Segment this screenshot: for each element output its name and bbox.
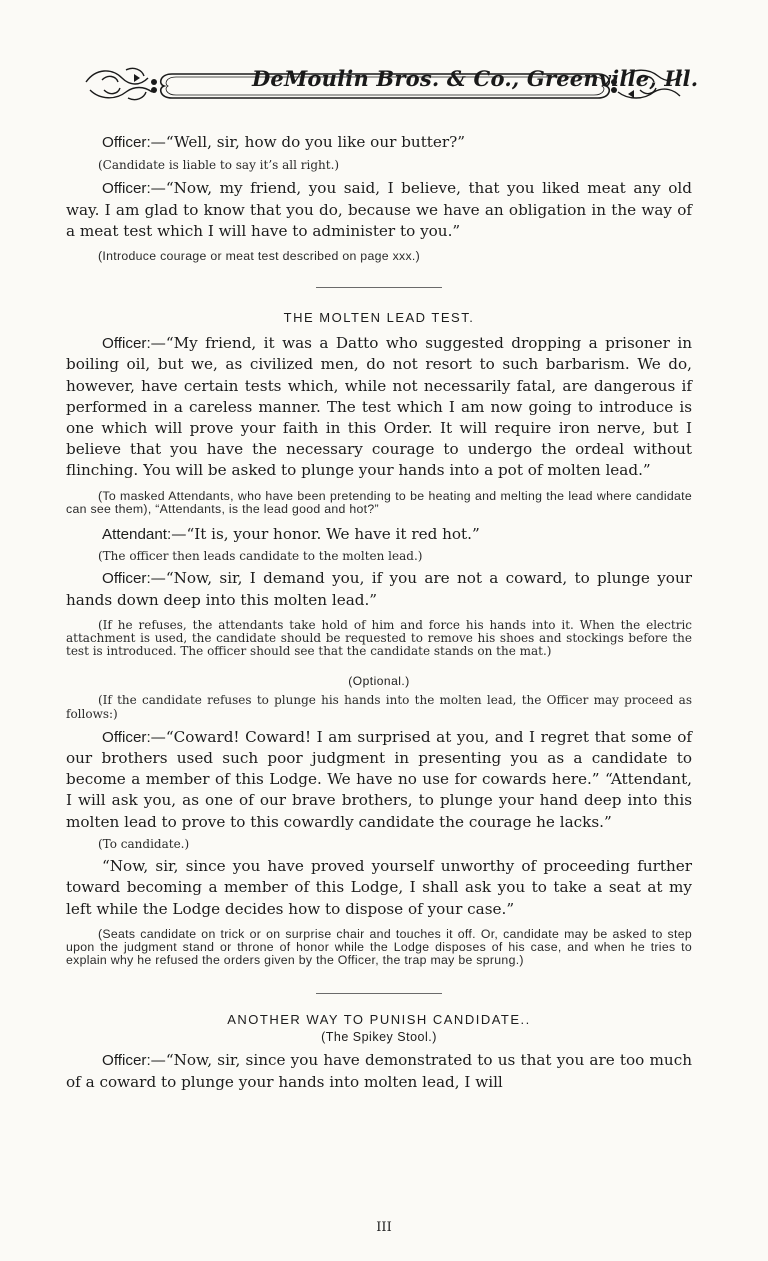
section-divider [316, 287, 442, 288]
dialogue-meat [66, 178, 692, 242]
dialogue-unworthy: “Now, sir, since you have proved yourself unworthy of proceeding further toward becoming a member of this Lodge, I shall ask you to take a seat at my left while the Lodge decides how to dispose of your case.” [66, 857, 692, 918]
speaker-label: Officer: [102, 570, 151, 588]
dialogue-text: —“Coward! Coward! I am surprised at you, and I regret that some of our brothers used such poor judgment in presenting you as a candidate to become a member of this Lodge. We have no use for cowards here.” “Attendant, I will ask you, as one of our brave brothers, to plunge your hand deep into this molten lead to prove to this cowardly candidate the courage he lacks.” [66, 727, 692, 831]
stage-direction: (Candidate is liable to say it’s all right.) [98, 158, 340, 173]
page-header [82, 60, 699, 110]
speaker-label: Officer: [102, 728, 151, 746]
optional-label: (Optional.) [348, 674, 410, 689]
stage-direction: (If he refuses, the attendants take hold of him and force his hands into it. When the electric attachment is used, the candidate should be requested to remove his shoes and stockings before the test is introduced. The officer should see that the candidate stands on the mat.) [66, 617, 692, 659]
dialogue-molten-lead [66, 333, 692, 481]
section-heading: ANOTHER WAY TO PUNISH CANDIDATE.. [227, 1012, 531, 1028]
dialogue-text: —“Now, sir, since you have demonstrated to us that you are too much of a coward to plunge your hands into molten lead, I will [66, 1051, 692, 1091]
page-body [66, 132, 692, 1093]
stage-direction: (The officer then leads candidate to the molten lead.) [98, 549, 423, 564]
stage-direction: (To masked Attendants, who have been pretending to be heating and melting the lead where candidate can see them), “Attendants, is the lead good and hot?” [66, 488, 692, 516]
dialogue-text: —“My friend, it was a Datto who suggested dropping a prisoner in boiling oil, but we, as civilized men, do not resort to such barbarism. We do, however, have certain tests which, while not necessarily fatal, are dangerous if performed in a careless manner. The test which I am now going to introduce is one which will prove your faith in this Order. It will require iron nerve, but I believe that you have the necessary courage to undergo the ordeal without flinching. You will be asked to plunge your hands into a pot of molten lead.” [66, 334, 692, 480]
stage-direction: (If the candidate refuses to plunge his hands into the molten lead, the Officer may proceed as follows:) [66, 693, 692, 721]
section-divider [316, 993, 442, 994]
speaker-label: Officer: [102, 134, 151, 151]
stage-direction: (To candidate.) [98, 836, 190, 851]
stage-direction: (Introduce courage or meat test described on page xxx.) [98, 249, 421, 264]
dialogue-attendant [66, 524, 692, 545]
dialogue-spikey-stool [66, 1050, 692, 1092]
speaker-label: Officer: [102, 335, 151, 353]
speaker-label: Attendant: [102, 526, 172, 544]
dialogue-text: —“Now, sir, I demand you, if you are not a coward, to plunge your hands down deep into this molten lead.” [66, 569, 692, 609]
dialogue-text: —“It is, your honor. We have it red hot.” [171, 525, 480, 544]
dialogue-text: —“Now, my friend, you said, I believe, that you liked meat any old way. I am glad to know that you do, because we have an obligation in the way of a meat test which I will have to administer to you.” [66, 179, 692, 240]
section-heading: THE MOLTEN LEAD TEST. [283, 310, 475, 326]
dialogue-demand [66, 568, 692, 610]
dialogue-butter [66, 132, 692, 153]
section-subheading: (The Spikey Stool.) [321, 1030, 437, 1045]
publisher-title: DeMoulin Bros. & Co., Greenville, Ill. [252, 66, 699, 91]
dialogue-coward [66, 727, 692, 833]
speaker-label: Officer: [102, 180, 151, 198]
stage-direction: (Seats candidate on trick or on surprise chair and touches it off. Or, candidate may be asked to step upon the judgment stand or throne of honor while the Lodge disposes of his case, and when he tries to explain why he refused the orders given by the Officer, the trap may be sprung.) [66, 926, 692, 968]
page-number: III [376, 1220, 392, 1235]
speaker-label: Officer: [102, 1052, 151, 1070]
dialogue-text: —“Well, sir, how do you like our butter?” [150, 133, 466, 151]
